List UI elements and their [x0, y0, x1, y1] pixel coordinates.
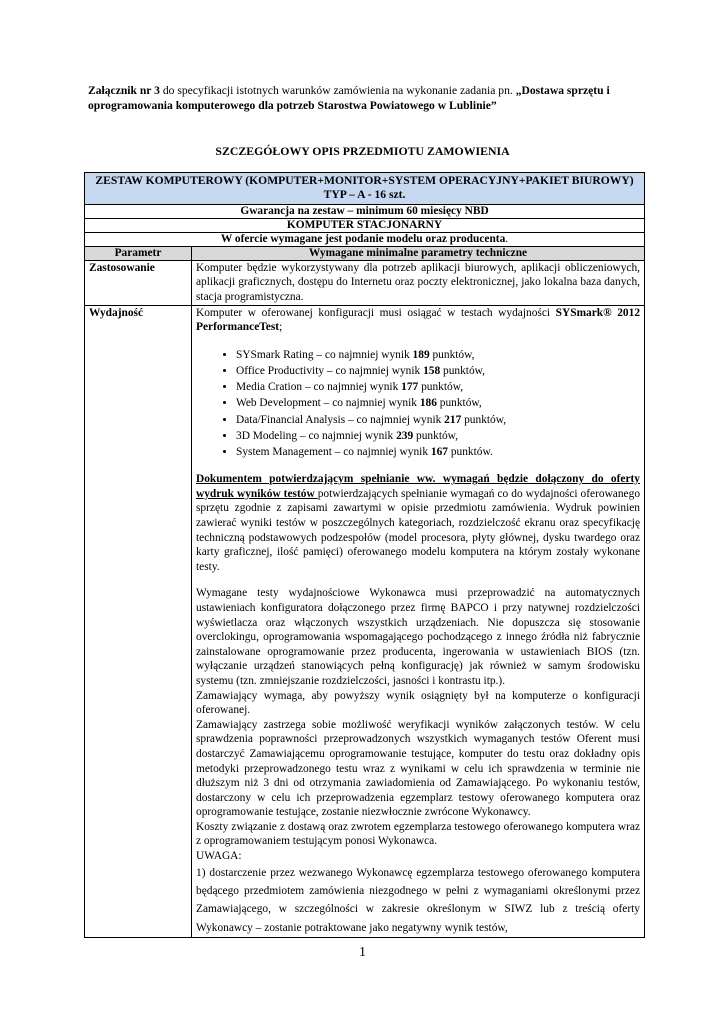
computer-type-row [85, 219, 645, 233]
column-header-requirements: Wymagane minimalne parametry techniczne [192, 247, 645, 260]
list-item: • System Management – co najmniej wynik 167 punktów. [236, 444, 640, 460]
specification-table [84, 172, 645, 938]
offer-note [85, 233, 645, 247]
warranty-row [85, 204, 645, 218]
offer-note-row [85, 233, 645, 247]
list-item: • 3D Modeling – co najmniej wynik 239 punktów, [236, 428, 640, 444]
tests-paragraph: Wymagane testy wydajnościowe Wykonawca musi przeprowadzić na automatycznych ustawieniach konfiguratora dołączonego przez firmę BAPCO i przy natywnej rozdzielczości wyświetlacza oraz włączonych wszystkich urządzeniach. Nie dopuszcza się stosowanie overclokingu, oprogramowania wspomagającego pochodzącego z innego źródła niż fabrycznie zainstalowane oprogramowanie przez producenta, ingerowania w ustawieniach BIOS (tzn. wyłączanie urządzeń stanowiących pełną konfigurację) jak również w samym środowisku systemu (tzn. zmniejszanie rozdzielczości, jasności i kontrastu itp.). [196, 587, 641, 687]
computer-type: KOMPUTER STACJONARNY [85, 219, 645, 233]
intro-paragraph [88, 84, 640, 113]
lead-text: Komputer w oferowanej konfiguracji musi osiągać w testach wydajności [196, 306, 556, 319]
list-item: • Media Cration – co najmniej wynik 177 punktów, [236, 379, 640, 395]
verify-paragraph: Zamawiający zastrzega sobie możliwość weryfikacji wyników załączonych testów. W celu sprawdzenia poprawności przeprowadzonych wszystkich wymaganych testów Oferent musi dostarczyć Zamawiającemu oprogramowanie testujące, komputer do testu oraz dokładny opis metodyki przeprowadzonego testu wraz z wynikami w celu ich sprawdzenia w terminie nie dłuższym niż 3 dni od otrzymania zawiadomienia od Zamawiającego. Po wykonaniu testów, dostarczony w celu ich przeprowadzenia egzemplarz testowy oferowanego komputera oraz oprogramowanie testujące, zostanie niezwłocznie zwrócone Wykonawcy. [196, 718, 641, 819]
param-description: Komputer będzie wykorzystywany dla potrzeb aplikacji biurowych, aplikacji obliczeniowych, aplikacji graficznych, dostępu do Internetu oraz poczty elektronicznej, jako lokalna baza danych, stacja programistyczna. [192, 260, 645, 305]
column-header-param: Parametr [85, 247, 192, 260]
document-title: SZCZEGÓŁOWY OPIS PRZEDMIOTU ZAMOWIENIA [215, 144, 510, 158]
document-requirement-text: potwierdzających spełnianie wymagań co do wydajności oferowanego sprzętu zgodnie z zapisami zawartymi w opisie przedmiotu zamówienia. Wydruk powinien zawierać wyniki testów w poszczególnych kategoriach, rozdzielczość ekranu oraz specyfikację techniczną podstawowych podzespołów (model procesora, płyty głównej, dysku twardego oraz karty graficznej, ilość pamięci) oferowanego modelu komputera na którym zostały wykonane testy. [196, 487, 641, 573]
param-name: Wydajność [85, 305, 192, 938]
list-item: • Web Development – co najmniej wynik 186 punktów, [236, 395, 640, 411]
task-title: „Dostawa sprzętu i oprogramowania komputerowego dla potrzeb Starostwa Powiatowego w Lublinie” [88, 84, 610, 112]
offer-note-text: W ofercie wymagane jest podanie modelu oraz producenta [220, 233, 506, 246]
costs-paragraph: Koszty związanie z dostawą oraz zwrotem egzemplarza testowego oferowanego komputera wraz z oprogramowaniem testującym ponosi Wykonawca. [196, 820, 641, 848]
benchmark-list [196, 347, 640, 460]
warranty: Gwarancja na zestaw – minimum 60 miesięcy NBD [85, 204, 645, 218]
performance-lead [196, 306, 640, 335]
offer-note-dot: . [505, 233, 509, 246]
column-header-row [85, 247, 645, 260]
set-title: ZESTAW KOMPUTEROWY (KOMPUTER+MONITOR+SYSTEM OPERACYJNY+PAKIET BIUROWY) TYP – A - 16 szt. [85, 173, 645, 205]
benchmark-name: SYSmark® 2012 PerformanceTest [196, 306, 641, 334]
document-requirement [196, 472, 640, 574]
table-row [85, 260, 645, 305]
demand-paragraph: Zamawiający wymaga, aby powyższy wynik osiągnięty był na komputerze o konfiguracji oferowanej. [196, 689, 641, 717]
set-title-row [85, 173, 645, 205]
lead-end: ; [279, 321, 283, 334]
attachment-label: Załącznik nr 3 [88, 84, 160, 97]
list-item: • Data/Financial Analysis – co najmniej wynik 217 punktów, [236, 412, 640, 428]
note-label: UWAGA: [196, 850, 242, 863]
page-number: 1 [359, 945, 366, 960]
table-row [85, 305, 645, 938]
param-name: Zastosowanie [85, 260, 192, 305]
list-item: • Office Productivity – co najmniej wynik 158 punktów, [236, 363, 640, 379]
document-requirement-bold: Dokumentem potwierdzającym spełnianie ww. wymagań będzie dołączony do oferty wydruk wyników testów [196, 473, 641, 500]
intro-text: do specyfikacji istotnych warunków zamówienia na wykonanie zadania pn. [159, 84, 516, 97]
list-item: • SYSmark Rating – co najmniej wynik 189 punktów, [236, 347, 640, 363]
performance-requirements [192, 305, 645, 938]
note-item: 1) dostarczenie przez wezwanego Wykonawcę egzemplarza testowego oferowanego komputera będącego przedmiotem zamówienia niezgodnego w pełni z wymaganiami określonymi przez Zamawiającego, w szczególności w zakresie określonym w SIWZ lub z treścią oferty Wykonawcy – zostanie potraktowane jako negatywny wynik testów, [196, 866, 641, 934]
